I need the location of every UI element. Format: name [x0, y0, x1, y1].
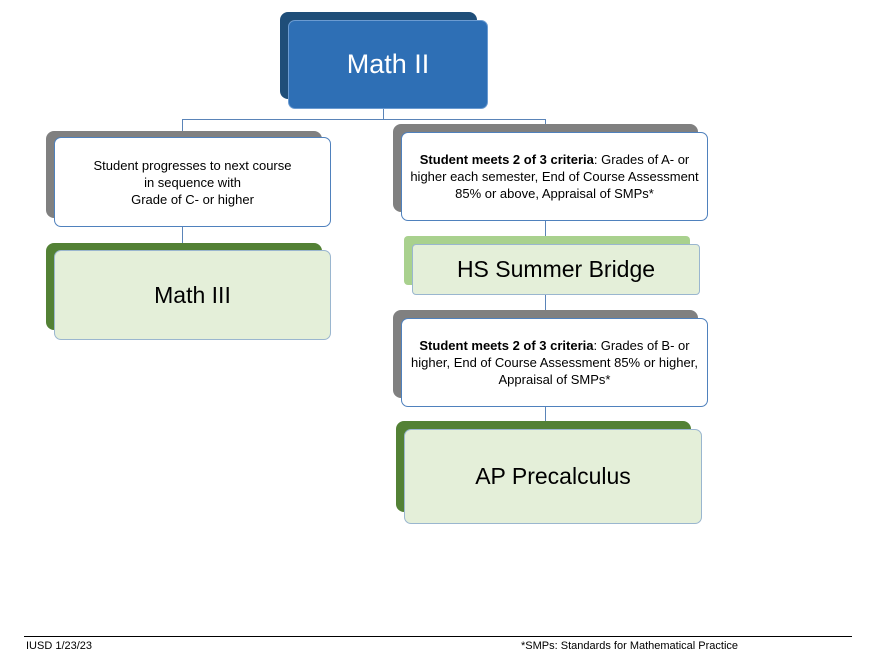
footer-divider	[24, 636, 852, 637]
bridge-node-label: HS Summer Bridge	[456, 256, 656, 282]
left-criteria-line2: in sequence with	[144, 174, 241, 190]
course-node-math-iii	[46, 243, 331, 341]
root-node-face	[288, 20, 488, 109]
right-criteria1-bold: Student meets 2 of 3 criteria	[419, 152, 594, 167]
course-node-ap-precalculus-face	[404, 429, 702, 524]
bridge-node-face	[412, 244, 700, 295]
course-node-ap-precalculus	[396, 421, 702, 524]
right-criteria2-face	[401, 318, 708, 407]
connector-horizontal	[182, 119, 546, 120]
bridge-node-hs-summer-bridge	[404, 236, 700, 296]
right-criteria2-bold: Student meets 2 of 3 criteria	[419, 338, 594, 353]
right-criteria2-node	[393, 310, 708, 408]
course-node-math-iii-face	[54, 250, 331, 340]
root-node-math-ii	[280, 12, 488, 110]
footer-right-text: *SMPs: Standards for Mathematical Practice	[521, 640, 739, 652]
left-criteria-face	[54, 137, 331, 227]
course-node-math-iii-label: Math III	[154, 281, 231, 308]
footer-left-text: IUSD 1/23/23	[26, 640, 93, 652]
right-criteria2-rest: : Grades of B- or higher, End of Course Assessment 85% or higher, Appraisal of SMPs*	[411, 338, 698, 387]
course-node-ap-precalculus-label: AP Precalculus	[475, 463, 631, 489]
right-criteria1-text	[410, 151, 699, 202]
root-node-label: Math II	[346, 49, 430, 79]
right-criteria2-text	[410, 337, 699, 388]
right-criteria1-face	[401, 132, 708, 221]
right-criteria1-node	[393, 124, 708, 222]
left-criteria-line1: Student progresses to next course	[93, 157, 292, 173]
left-criteria-node	[46, 131, 331, 228]
right-criteria1-rest: : Grades of A- or higher each semester, End of Course Assessment 85% or above, Appraisal of SMPs*	[410, 152, 699, 201]
left-criteria-line3: Grade of C- or higher	[131, 191, 254, 207]
